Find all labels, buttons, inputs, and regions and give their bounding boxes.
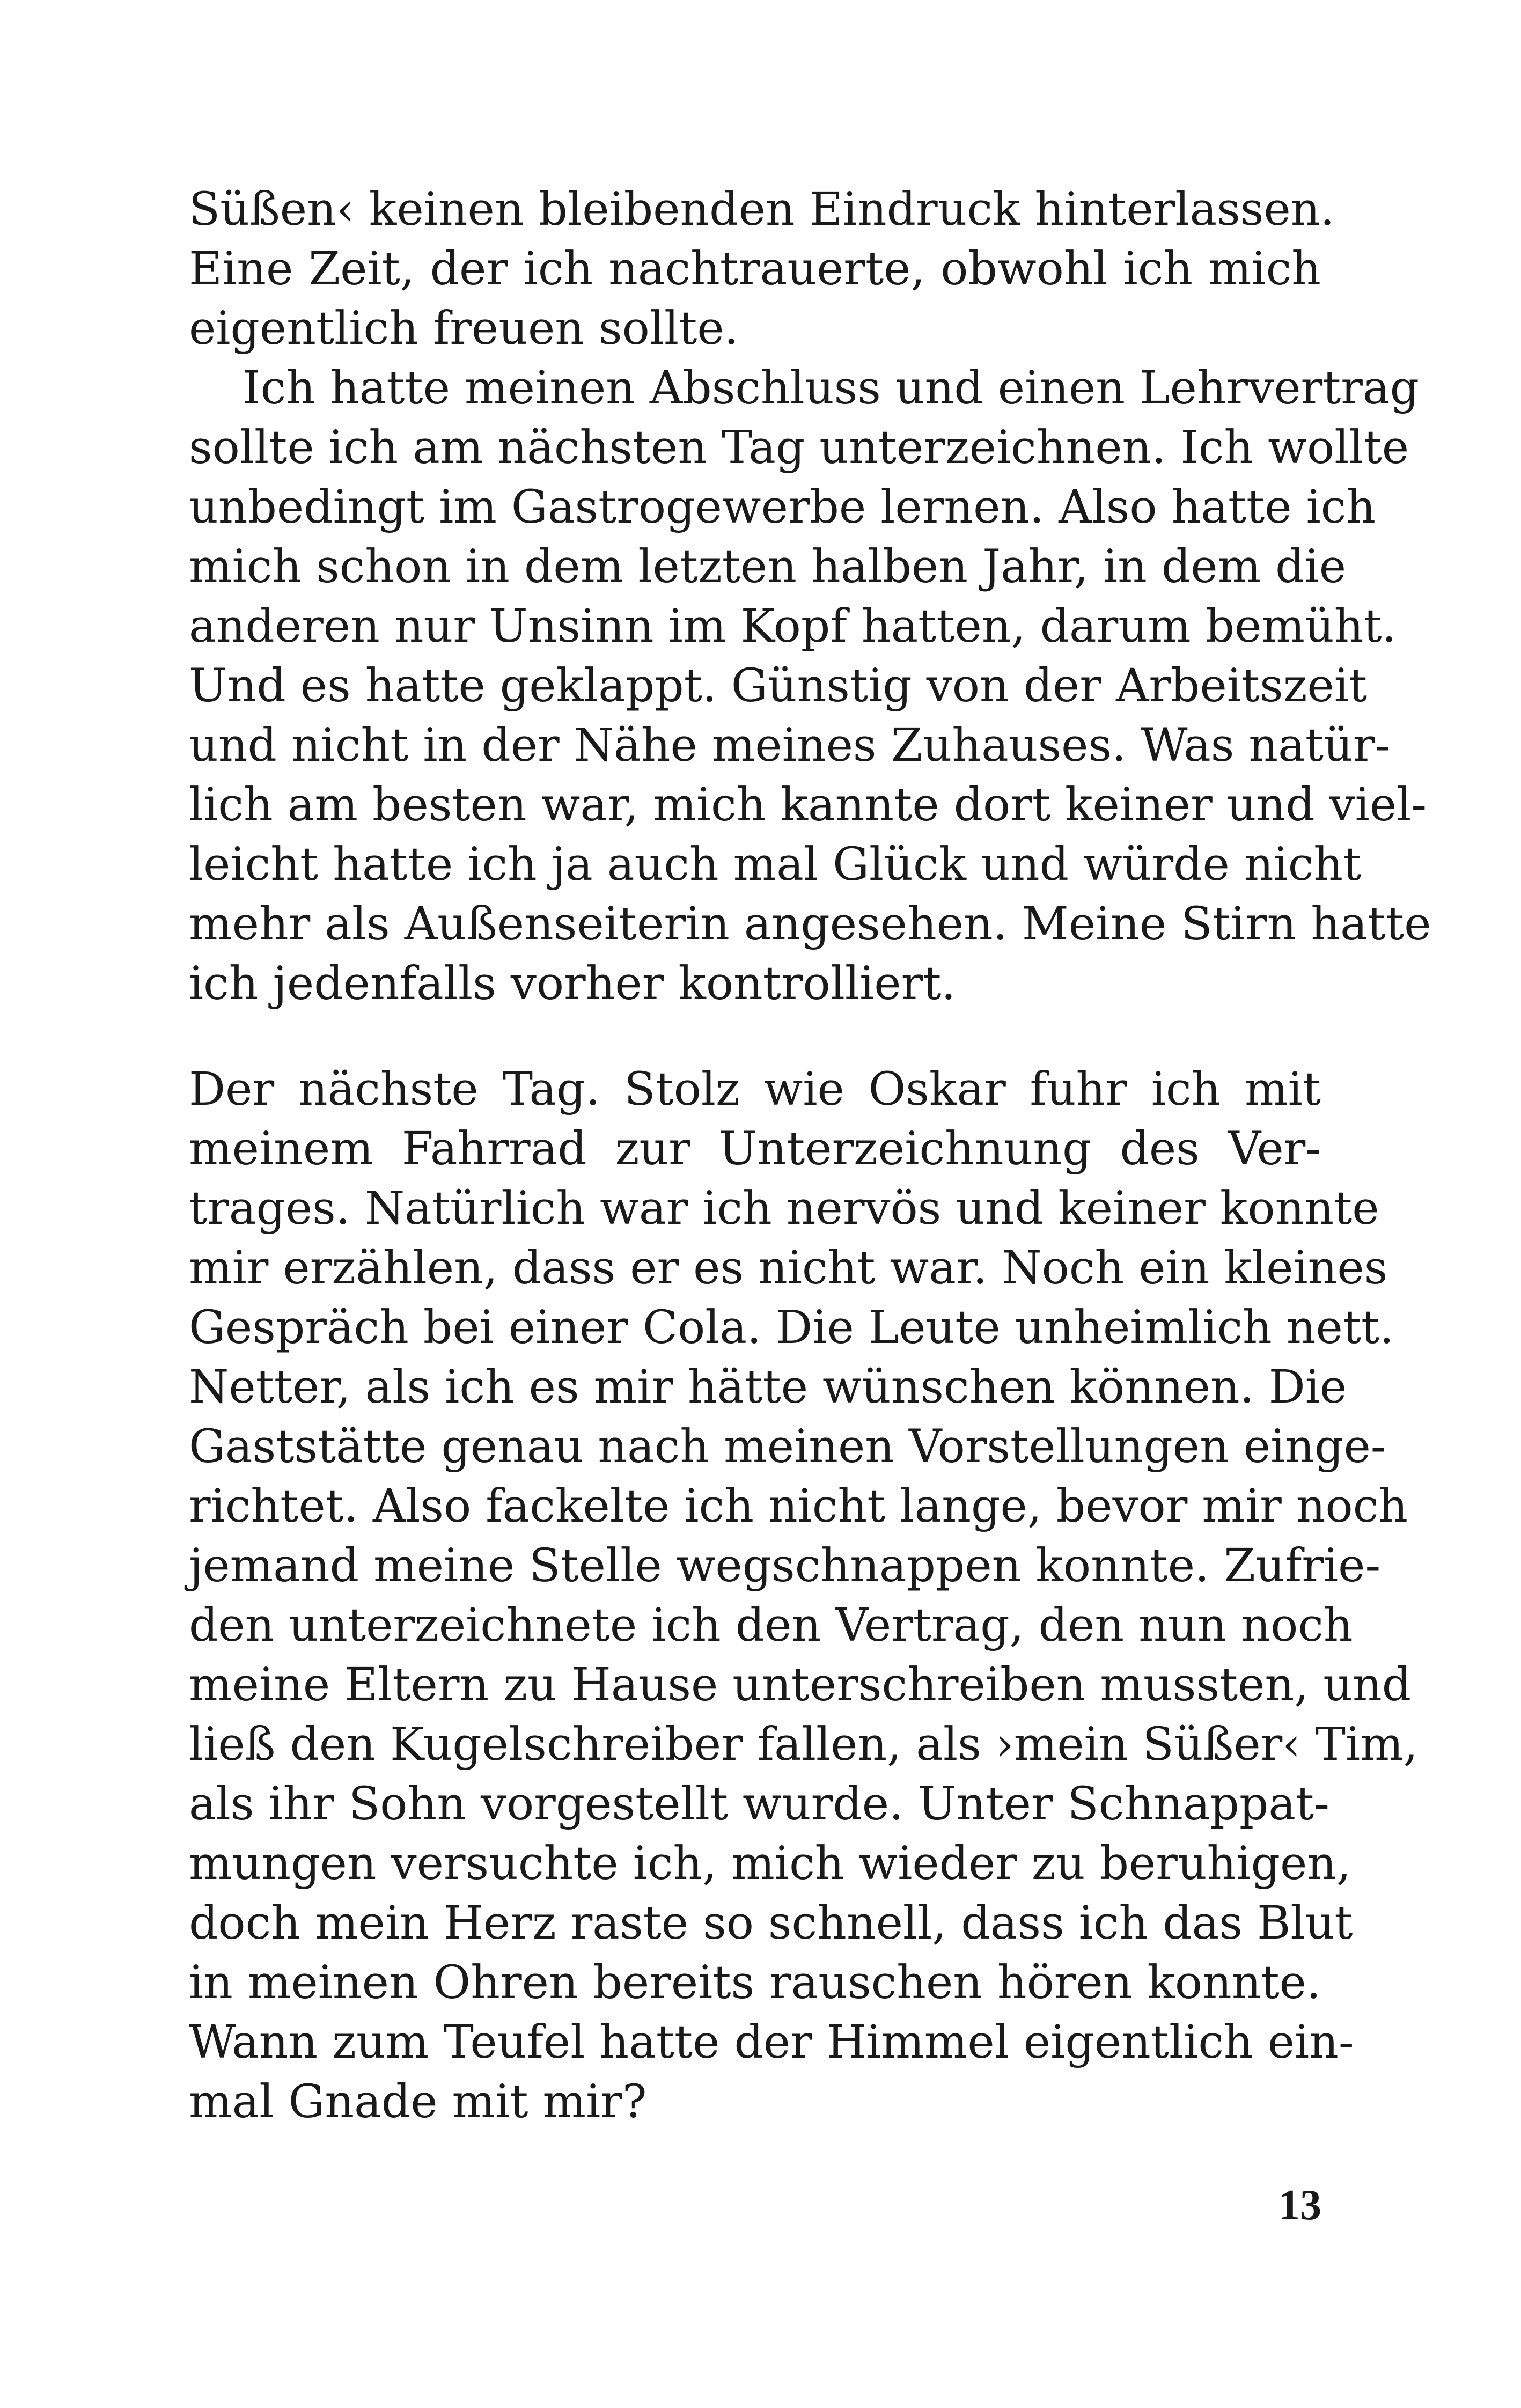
text-line: trages. Natürlich war ich nervös und keiner konnte: [189, 1182, 1379, 1235]
text-line: ließ den Kugelschreiber fallen, als ›mein Süßer‹ Tim,: [189, 1718, 1418, 1771]
page-number: 13: [1278, 2182, 1321, 2229]
text-line: Ich hatte meinen Abschluss und einen Lehrvertrag: [243, 362, 1420, 415]
paragraph-1: [189, 180, 1335, 358]
text-line: doch mein Herz raste so schnell, dass ich das Blut: [189, 1897, 1353, 1950]
text-line: sollte ich am nächsten Tag unterzeichnen. Ich wollte: [189, 421, 1409, 474]
text-line: lich am besten war, mich kannte dort keiner und viel-: [189, 779, 1427, 832]
text-line: meine Eltern zu Hause unterschreiben mussten, und: [189, 1658, 1412, 1712]
text-line: richtet. Also fackelte ich nicht lange, bevor mir noch: [189, 1480, 1408, 1533]
text-line: eigentlich freuen sollte.: [189, 302, 739, 355]
text-line: Und es hatte geklappt. Günstig von der Arbeitszeit: [189, 659, 1368, 713]
text-line: Wann zum Teufel hatte der Himmel eigentlich ein-: [189, 2016, 1354, 2069]
text-line: Gespräch bei einer Cola. Die Leute unheimlich nett.: [189, 1301, 1394, 1354]
text-line: Eine Zeit, der ich nachtrauerte, obwohl ich mich: [189, 243, 1321, 296]
paragraph-3: [189, 1060, 1418, 2132]
text-line: Gaststätte genau nach meinen Vorstellungen einge-: [189, 1420, 1386, 1473]
text-line: unbedingt im Gastrogewerbe lernen. Also hatte ich: [189, 481, 1376, 534]
text-line: mir erzählen, dass er es nicht war. Noch ein kleines: [189, 1242, 1388, 1295]
text-line: jemand meine Stelle wegschnappen konnte. Zufrie-: [189, 1539, 1381, 1592]
text-line: Der nächste Tag. Stolz wie Oskar fuhr ich mit: [189, 1063, 1321, 1116]
text-line: meinem Fahrrad zur Unterzeichnung des Ver-: [189, 1122, 1321, 1176]
text-line: mal Gnade mit mir?: [189, 2075, 647, 2128]
text-line: leicht hatte ich ja auch mal Glück und würde nicht: [189, 838, 1362, 891]
text-line: den unterzeichnete ich den Vertrag, den nun noch: [189, 1599, 1353, 1652]
text-line: mungen versuchte ich, mich wieder zu beruhigen,: [189, 1837, 1351, 1890]
text-line: Süßen‹ keinen bleibenden Eindruck hinterlassen.: [189, 183, 1335, 236]
text-line: als ihr Sohn vorgestellt wurde. Unter Schnappat-: [189, 1778, 1329, 1831]
text-line: anderen nur Unsinn im Kopf hatten, darum bemüht.: [189, 600, 1397, 653]
paragraph-2: [189, 358, 1431, 1014]
text-line: Netter, als ich es mir hätte wünschen können. Die: [189, 1361, 1347, 1414]
text-line: mehr als Außenseiterin angesehen. Meine Stirn hatte: [189, 898, 1431, 951]
text-line: und nicht in der Nähe meines Zuhauses. Was natür-: [189, 719, 1391, 772]
text-line: ich jedenfalls vorher kontrolliert.: [189, 957, 956, 1010]
text-line: mich schon in dem letzten halben Jahr, in dem die: [189, 540, 1347, 593]
text-line: in meinen Ohren bereits rauschen hören konnte.: [189, 1956, 1321, 2009]
